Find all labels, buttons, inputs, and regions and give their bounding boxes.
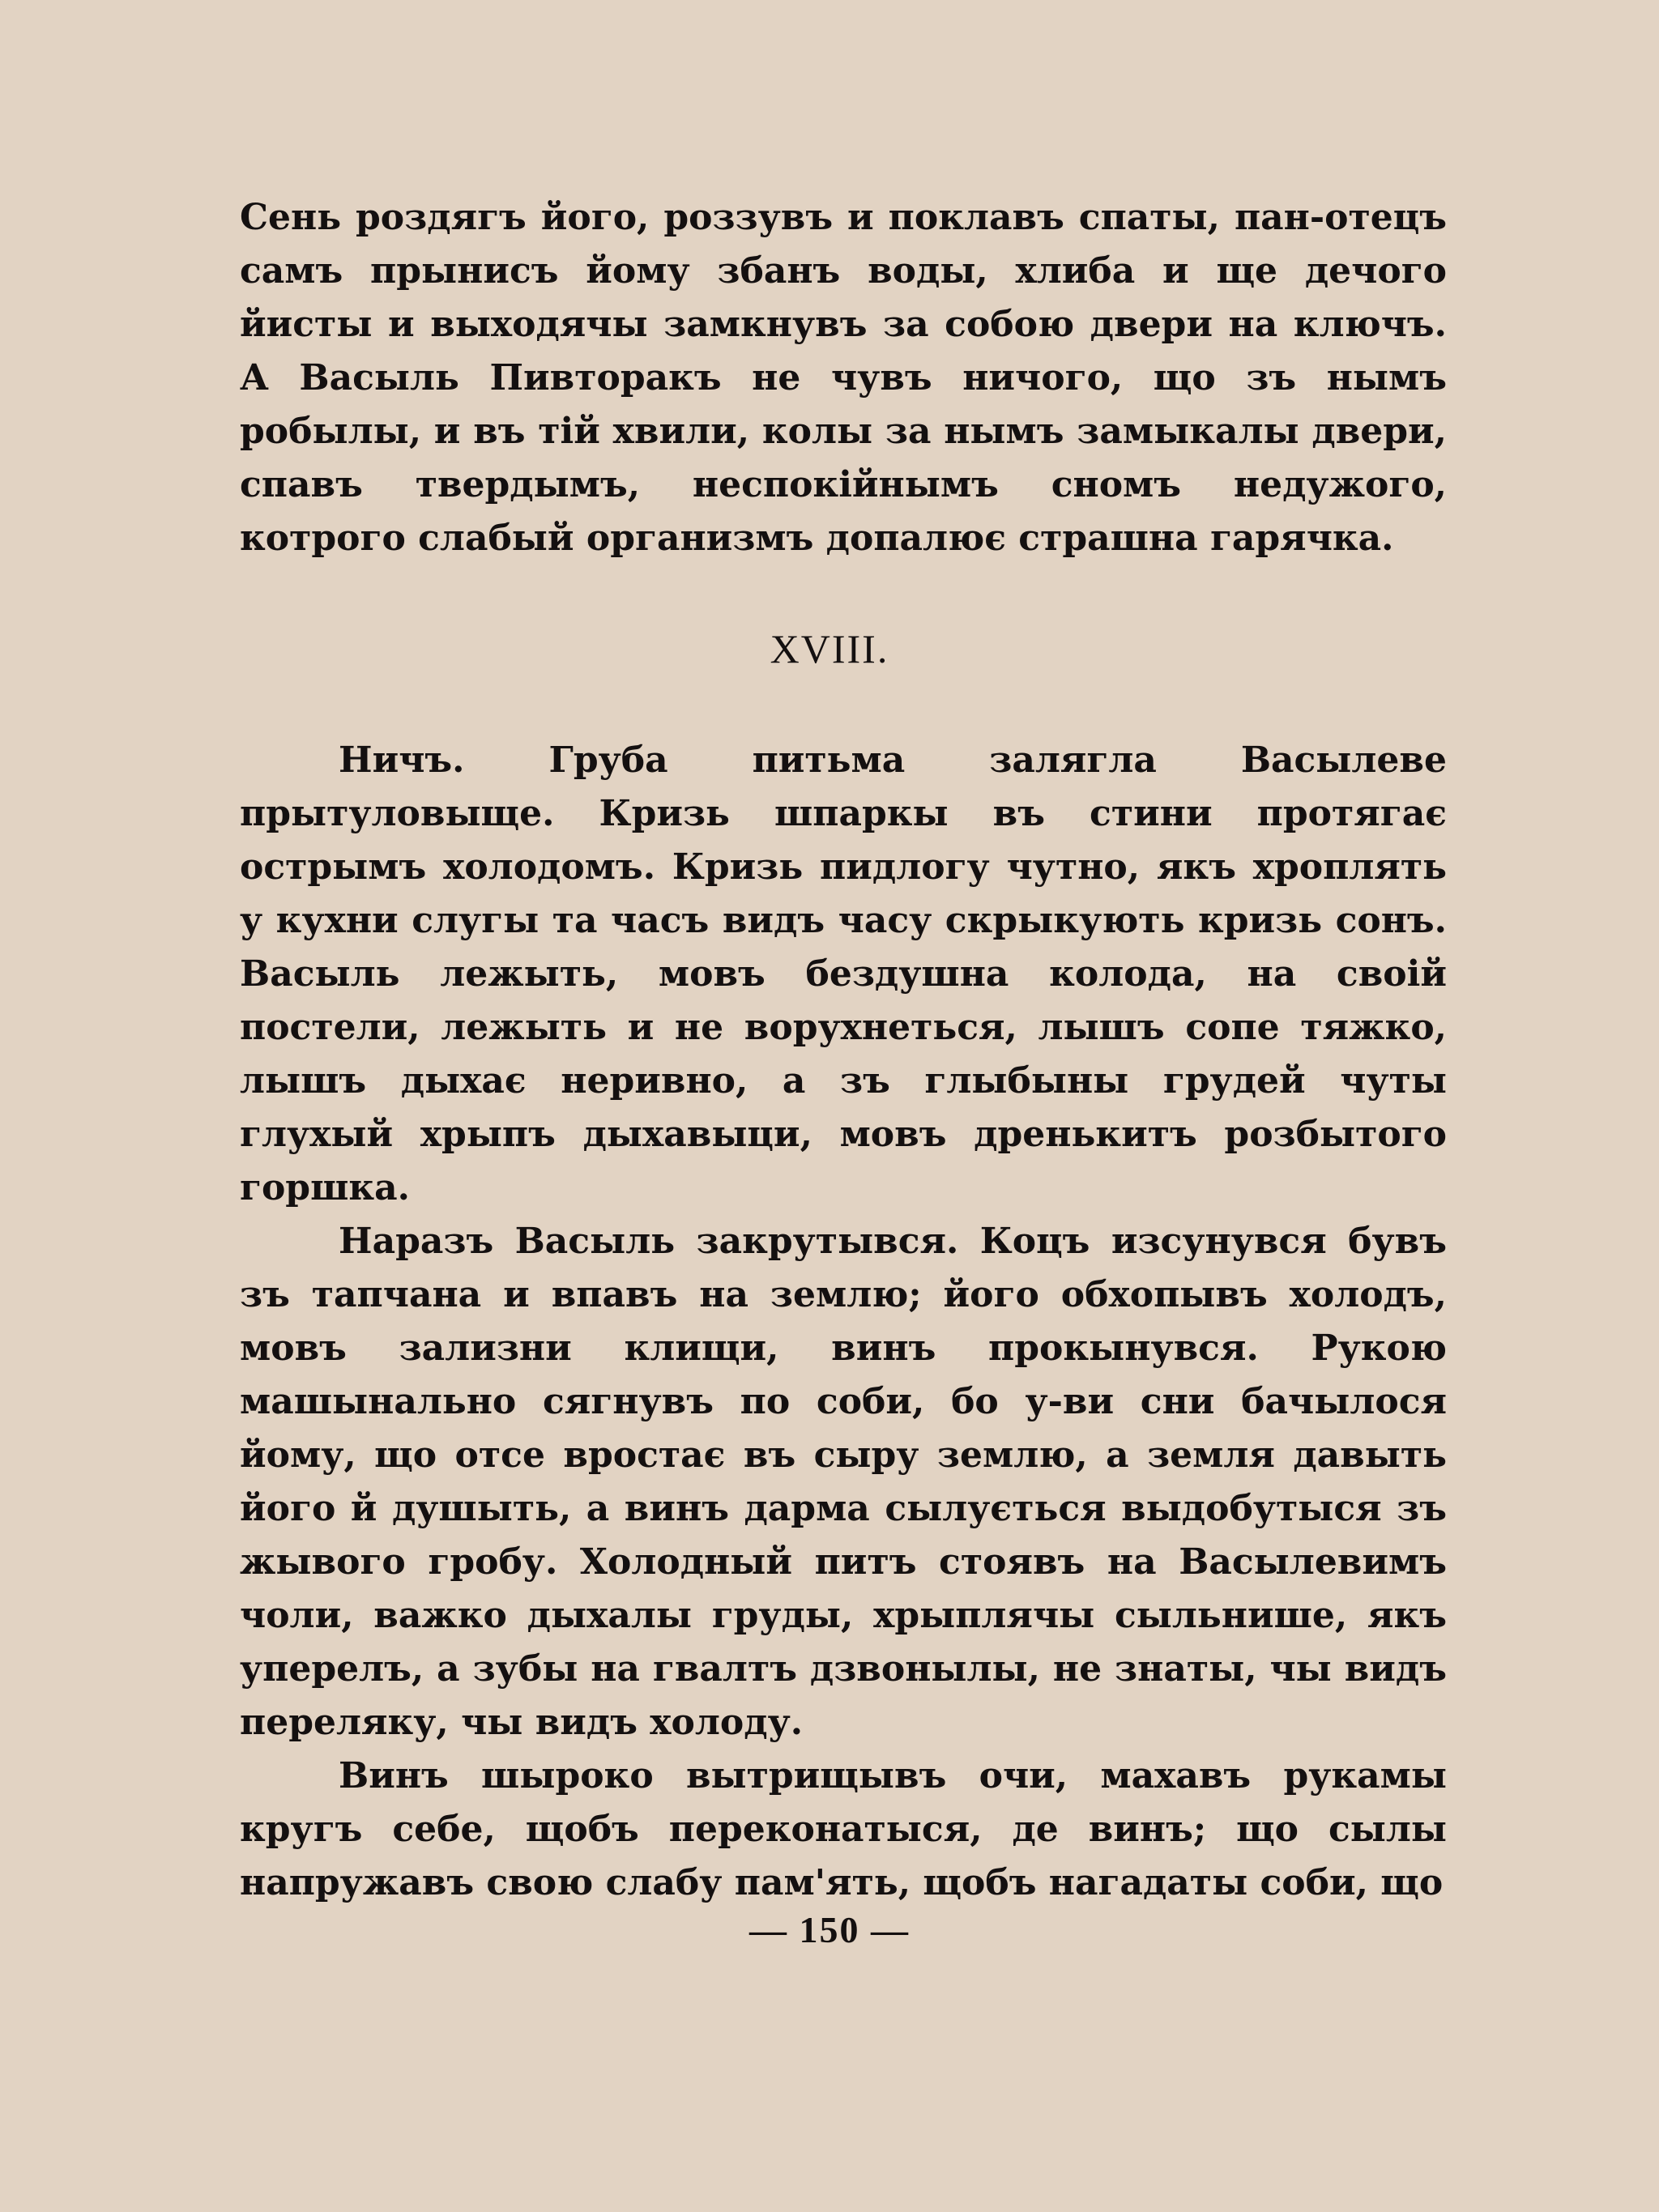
chapter-text-block — [240, 734, 1447, 1910]
page-number: — 150 — — [749, 1909, 910, 1950]
intro-text-block — [240, 191, 1447, 565]
chapter-heading: XVIII. — [770, 626, 889, 671]
paragraph: Винъ шыроко вытрищывъ очи, махавъ рукамы кругъ себе, щобъ переконатыся, де винъ; що сылы напружавъ свою слабу пам'ять, щобъ нагадаты соби, що — [240, 1755, 1447, 1903]
intro-paragraph: Сень роздягъ його, роззувъ и поклавъ спаты, пан-отецъ самъ прынисъ йому збанъ воды, хлиба и ще дечого йисты и выходячы замкнувъ за собою двери на ключъ. А Васыль Пивторакъ не чувъ ничого, що зъ нымъ робылы, и въ тій хвили, колы за нымъ замыкалы двери, спавъ твердымъ, неспокійнымъ сномъ недужого, котрого слабый организмъ допалює страшна гарячка. — [240, 197, 1447, 559]
paragraph: Наразъ Васыль закрутывся. Коцъ изсунувся бувъ зъ тапчана и впавъ на землю; його обхопывъ холодъ, мовъ зализни клищи, винъ прокынувся. Рукою машынально сягнувъ по соби, бо у-ви сни бачылося йому, що отсе вростає въ сыру землю, а земля давыть його й душыть, а винъ дарма сылується выдобутыся зъ жывого гробу. Холодный питъ стоявъ на Васылевимъ чоли, важко дыхалы груды, хрыплячы сыльнише, якъ уперелъ, а зубы на гвалтъ дзвонылы, не знаты, чы видъ переляку, чы видъ холоду. — [240, 1221, 1447, 1743]
paragraph: Ничъ. Груба питьма залягла Васылеве прытуловыще. Кризь шпаркы въ стини протягає острымъ холодомъ. Кризь пидлогу чутно, якъ хроплять у кухни слугы та часъ видъ часу скрыкують кризь сонъ. Васыль лежыть, мовъ бездушна колода, на своій постели, лежыть и не ворухнеться, лышъ сопе тяжко, лышъ дыхає неривно, а зъ глыбыны грудей чуты глухый хрыпъ дыхавыци, мовъ дренькитъ розбытого горшка. — [240, 739, 1447, 1208]
